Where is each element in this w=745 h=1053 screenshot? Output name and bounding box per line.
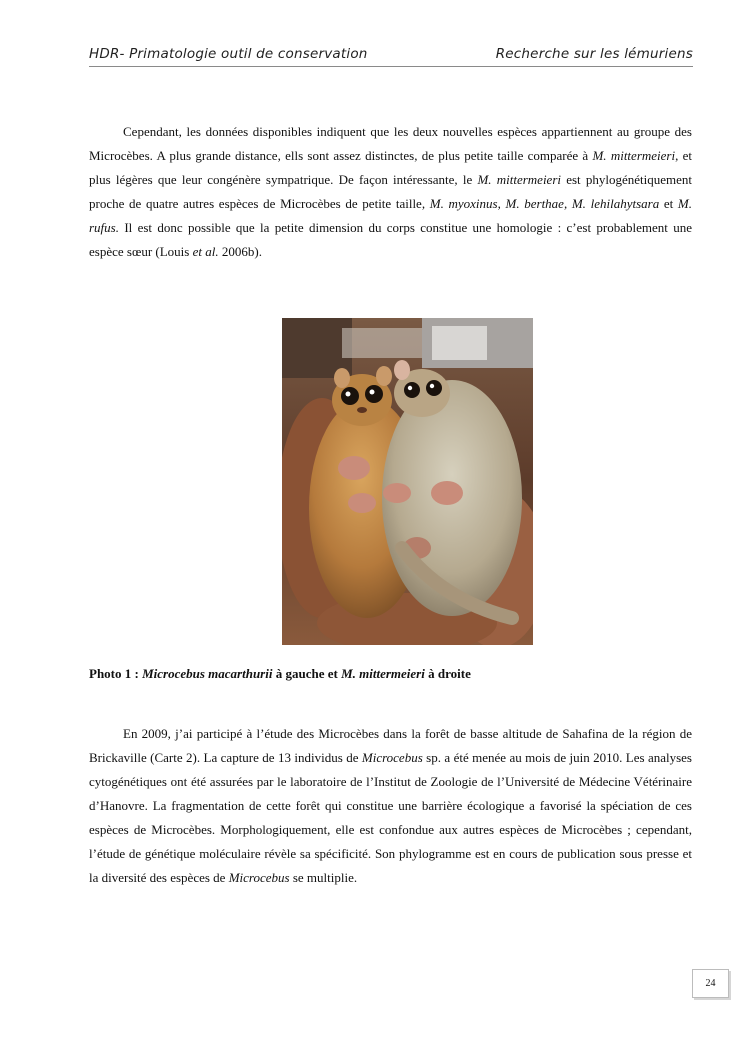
text-run: Cependant, les données disponibles indiquent que les deux nouvelles espèces appartiennent au groupe des Microcèbes. A plus grande distance, ells sont assez distinctes, de plus petite taille comparée à bbox=[89, 124, 692, 163]
text-run: se multiplie. bbox=[289, 870, 358, 885]
text-run: Photo 1 : bbox=[89, 666, 143, 681]
text-run: et bbox=[659, 196, 678, 211]
paragraph-1 bbox=[89, 120, 692, 264]
text-run: , M. myoxinus, M. berthae, M. lehilahytsara bbox=[421, 196, 660, 211]
header-right-title: Recherche sur les lémuriens bbox=[495, 46, 693, 62]
text-run: est phylogénétiquement proche de quatre autres espèces de Microcèbes de petite taille bbox=[89, 172, 692, 211]
page-number: 24 bbox=[692, 969, 729, 998]
text-run: à droite bbox=[424, 666, 471, 681]
text-run: , et plus légères que leur congénère sympatrique. De façon intéressante, le bbox=[89, 148, 693, 187]
text-run: 2006b). bbox=[218, 244, 262, 259]
header-left-title: HDR- Primatologie outil de conservation bbox=[89, 46, 368, 62]
text-run: à gauche et bbox=[272, 666, 342, 681]
text-run: M. mittermeieri bbox=[592, 148, 676, 163]
paragraph-2 bbox=[89, 722, 692, 890]
text-run: M. mittermeieri bbox=[477, 172, 561, 187]
text-run: Microcebus bbox=[228, 870, 290, 885]
text-run: En 2009, j’ai participé à l’étude des Microcèbes dans la forêt de basse altitude de Sahafina de la région de Brickaville (Carte 2). La capture de 13 individus de bbox=[89, 726, 692, 765]
text-run: Il est donc possible que la petite dimension du corps constitue une homologie : c’est probablement une espèce sœur (Louis bbox=[89, 220, 692, 259]
lemur-photo bbox=[282, 318, 533, 645]
photo-caption bbox=[89, 666, 471, 682]
text-run: sp. a été menée au mois de juin 2010. Les analyses cytogénétiques ont été assurées par le laboratoire de l’Institut de Zoologie de l’Université de Médecine Vétérinaire d’Hanovre. La fragmentation de cette forêt qui constitue une barrière écologique a favorisé la spéciation de ces espèces de Microcèbes. Morphologiquement, elle est confondue aux autres espèces de Microcèbes ; cependant, l’étude de génétique moléculaire révèle sa spécificité. Son phylogramme est en cours de publication sous presse et la diversité des espèces de bbox=[89, 750, 692, 885]
text-run: et al. bbox=[192, 244, 219, 259]
page-header bbox=[89, 44, 693, 67]
text-run: Microcebus bbox=[361, 750, 423, 765]
text-run: Microcebus macarthurii bbox=[142, 666, 273, 681]
text-run: M. mittermeieri bbox=[341, 666, 425, 681]
text-run: M. rufus. bbox=[89, 196, 692, 235]
